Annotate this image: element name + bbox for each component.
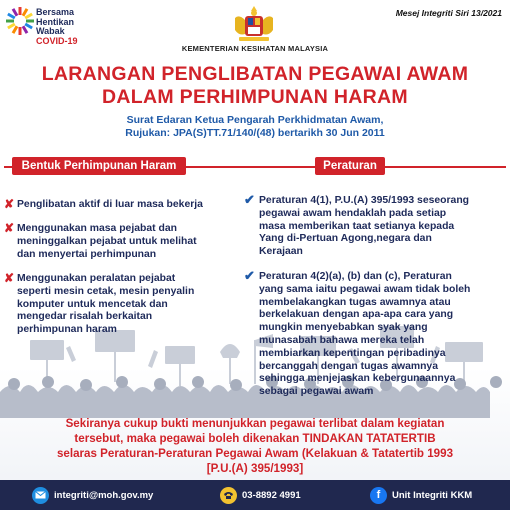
phone-number: 03-8892 4991 [242, 489, 301, 501]
campaign-line: Hentikan [36, 16, 75, 27]
list-item-line: perhimpunan haram [17, 324, 117, 336]
divider [186, 166, 315, 168]
page-title: LARANGAN PENGLIBATAN PEGAWAI AWAM [41, 63, 469, 85]
section-heading-forms: Bentuk Perhimpunan Haram [12, 157, 186, 175]
facebook-contact[interactable] [370, 486, 472, 504]
list-item [4, 223, 244, 261]
phone-contact[interactable] [220, 486, 301, 504]
list-item [4, 273, 244, 337]
divider [4, 166, 12, 168]
circular-reference: Rujukan: JPA(S)TT.71/140/(48) bertarikh 30 Jun 2011 [125, 127, 385, 139]
list-item-line: sebagai pegawai awam [259, 386, 374, 398]
campaign-line: Bersama [36, 7, 75, 17]
cross-icon: ✘ [4, 197, 15, 211]
list-item-line: Menggunakan masa pejabat dan [17, 223, 177, 234]
list-item-line: meninggalkan pejabat untuk melihat [17, 235, 197, 247]
covid-campaign-logo [6, 6, 106, 48]
series-label: Mesej Integriti Siri 13/2021 [395, 8, 502, 18]
campaign-line: COVID-19 [36, 35, 78, 46]
email-address: integriti@moh.gov.my [54, 489, 154, 501]
list-item-line: Peraturan 4(2)(a), (b) dan (c), Peraturan [259, 271, 452, 282]
check-icon: ✔ [244, 268, 255, 283]
phone-icon [220, 487, 237, 504]
warning-line: Sekiranya cukup bukti menunjukkan pegawai terlibat dalam kegiatan [65, 417, 445, 430]
list-item-line: Penglibatan aktif di luar masa bekerja [17, 199, 203, 210]
cross-icon: ✘ [4, 221, 15, 235]
coat-of-arms-emblem [229, 4, 279, 44]
divider [385, 166, 506, 168]
list-item-line: yang sama iaitu pegawai awam tidak boleh [259, 283, 471, 295]
list-item-line: sehingga menjejaskan kebergunaannya [259, 373, 456, 385]
facebook-page: Unit Integriti KKM [392, 489, 473, 501]
warning-line: [P.U.(A) 395/1993] [206, 462, 304, 475]
email-contact[interactable] [32, 486, 153, 504]
warning-line: tersebut, maka pegawai boleh dikenakan TINDAKAN TATATERTIB [74, 432, 436, 445]
section-heading-regulations: Peraturan [315, 157, 385, 175]
list-item-line: membiarkan kepentingan peribadinya [259, 347, 446, 359]
list-item-line: Peraturan 4(1), P.U.(A) 395/1993 seseorang [259, 195, 470, 206]
list-item-line: seperti mesin cetak, mesin penyalin [17, 285, 195, 297]
contact-footer [0, 480, 510, 510]
ministry-name: KEMENTERIAN KESIHATAN MALAYSIA [181, 44, 329, 53]
list-item-line: Menggunakan peralatan pejabat [17, 273, 176, 284]
facebook-icon: f [370, 487, 387, 504]
list-item [244, 192, 502, 259]
list-item-line: komputer untuk mencetak dan [17, 298, 168, 310]
list-item-line: munasabah bahawa mereka telah [259, 334, 425, 346]
list-item [4, 199, 244, 212]
list-item-line: Yang di-Pertuan Agong,negara dan [259, 233, 432, 245]
list-item-line: membelakangkan tugas awamnya atau [259, 296, 451, 308]
check-icon: ✔ [244, 192, 255, 207]
sunburst-icon [6, 6, 36, 38]
page-title: DALAM PERHIMPUNAN HARAM [102, 86, 408, 108]
list-item-line: berkelakuan dengan apa-apa cara yang [259, 309, 454, 321]
list-item-line: Kerajaan [259, 246, 303, 258]
circular-reference: Surat Edaran Ketua Pengarah Perkhidmatan Awam, [126, 114, 384, 126]
cross-icon: ✘ [4, 271, 15, 285]
campaign-line: Wabak [36, 26, 65, 36]
list-item-line: bercanggah dengan tugas awamnya [259, 360, 438, 372]
list-item-line: pegawai awam hendaklah pada setiap [259, 207, 447, 219]
list-item-line: mengedar risalah berkaitan [17, 311, 153, 323]
list-item-line: dan menyertai perhimpunan [17, 248, 157, 260]
list-item [244, 268, 502, 399]
mail-icon [32, 487, 49, 504]
list-item-line: mungkin menyebabkan syak yang [259, 322, 428, 334]
warning-line: selaras Peraturan-Peraturan Pegawai Awam (Kelakuan & Tatatertib 1993 [56, 447, 454, 460]
list-item-line: masa memberikan taat setianya kepada [259, 220, 455, 232]
